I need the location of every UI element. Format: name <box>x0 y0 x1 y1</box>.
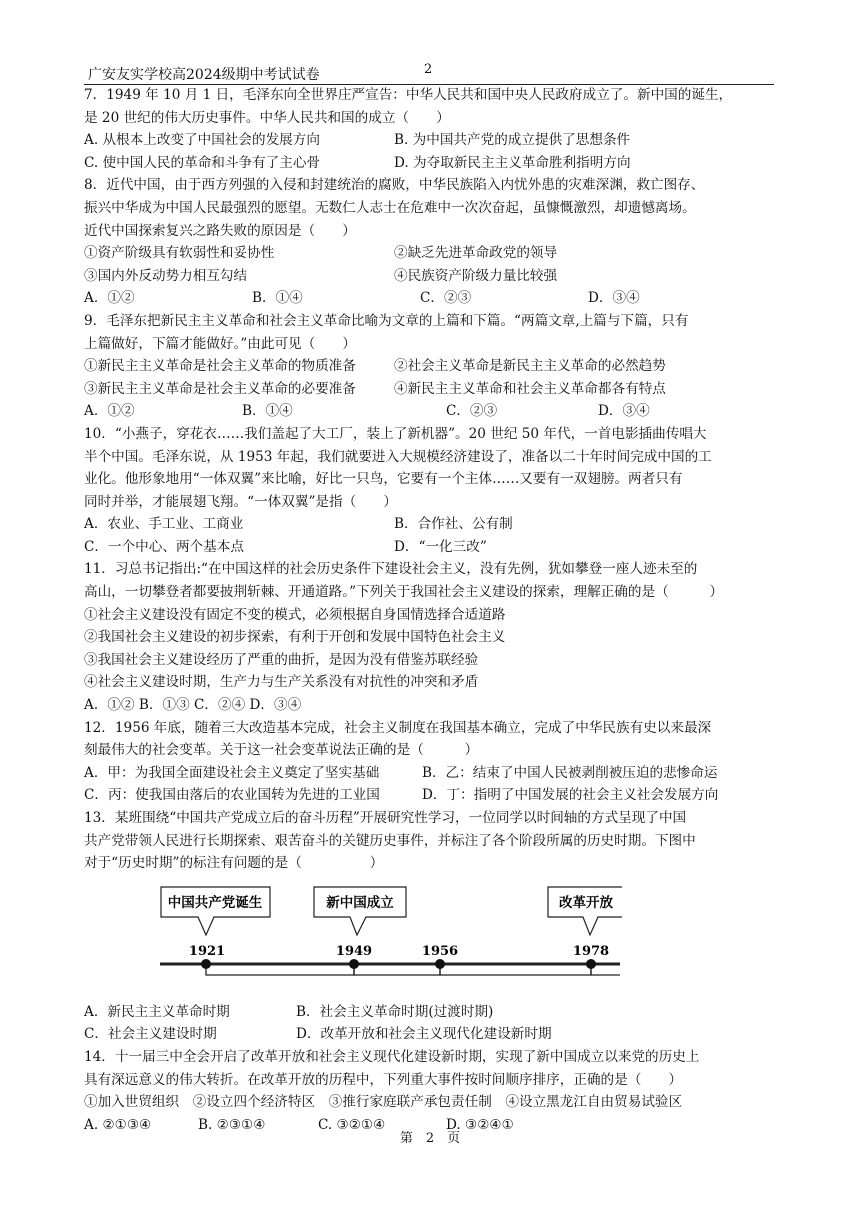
statement-1: ①新民主主义革命是社会主义革命的物质准备 <box>84 358 356 375</box>
option-b: B．乙：结束了中国人民被剥削被压迫的悲惨命运 <box>422 764 718 781</box>
question-stem: 同时并举，才能展翅飞翔。“一体双翼”是指（ ） <box>84 493 397 510</box>
year-label-1956: 1956 <box>421 943 459 959</box>
option-a: A. 从根本上改变了中国社会的发展方向 <box>84 132 320 149</box>
period-bracket-c <box>440 965 591 975</box>
option-d: D. ③②④① <box>446 1116 514 1133</box>
question-stem: 振兴中华成为中国人民最强烈的愿望。无数仁人志士在危难中一次次奋起，虽慷慨激烈，却遗憾离场。 <box>84 199 696 216</box>
statement-3: ③新民主主义革命是社会主义革命的必要准备 <box>84 380 356 397</box>
option-c: C．社会主义建设时期 <box>84 1026 217 1043</box>
option-b: B．合作社、公有制 <box>394 516 513 533</box>
statement-2: ②缺乏先进革命政党的领导 <box>394 245 558 262</box>
question-stem: 共产党带领人民进行长期探索、艰苦奋斗的关键历史事件，并标注了各个阶段所属的历史时期。下图中 <box>84 832 696 849</box>
timeline-dot <box>201 959 211 969</box>
statement-4: ④社会主义建设时期，生产力与生产关系没有对抗性的冲突和矛盾 <box>84 674 479 691</box>
timeline-dot <box>435 959 445 969</box>
option-d: D．③④ <box>598 403 650 420</box>
timeline-dot <box>349 959 359 969</box>
statements-line: ①加入世贸组织 ②设立四个经济特区 ③推行家庭联产承包责任制 ④设立黑龙江自由贸易试验区 <box>84 1094 683 1111</box>
option-a: A．①② <box>84 290 135 307</box>
question-9 <box>84 310 778 423</box>
question-stem: 高山，一切攀登者都要披荆斩棘、开通道路。”下列关于我国社会主义建设的探索，理解正确的是（ ） <box>84 584 724 601</box>
school-exam-title: 广安友实学校高2024级期中考试试卷 <box>88 67 320 83</box>
option-c: C．一个中心、两个基本点 <box>84 538 244 555</box>
event-callout-cpc-founding <box>161 887 270 935</box>
option-b: B．①④ <box>242 403 293 420</box>
question-11 <box>84 558 778 716</box>
option-b: B．①④ <box>252 290 303 307</box>
event-label: 改革开放 <box>559 894 613 911</box>
option-d: D. 为夺取新民主主义革命胜利指明方向 <box>394 154 631 171</box>
statement-3: ③国内外反动势力相互勾结 <box>84 267 248 284</box>
statement-3: ③我国社会主义建设经历了严重的曲折，是因为没有借鉴苏联经验 <box>84 651 479 668</box>
timeline-graphic <box>84 875 778 1001</box>
question-stem: 12．1956 年底，随着三大改造基本完成，社会主义制度在我国基本确立，完成了中华民族有史以来最深 <box>84 719 712 736</box>
option-c: C. ③②①④ <box>318 1116 386 1133</box>
question-stem: 具有深远意义的伟大转折。在改革开放的历程中，下列重大事件按时间顺序排序，正确的是（ ） <box>84 1071 683 1088</box>
statement-4: ④民族资产阶级力量比较强 <box>394 267 558 284</box>
page-header <box>84 62 774 85</box>
option-c: C. 使中国人民的革命和斗争有了主心骨 <box>84 154 321 171</box>
year-label-1949: 1949 <box>335 943 373 959</box>
option-a: A．农业、手工业、工商业 <box>84 516 244 533</box>
period-bracket-a <box>206 965 354 975</box>
option-c: C．丙：使我国由落后的农业国转为先进的工业国 <box>84 787 380 804</box>
event-callout-reform-opening <box>548 887 622 935</box>
statement-2: ②社会主义革命是新民主主义革命的必然趋势 <box>394 358 666 375</box>
statement-4: ④新民主主义革命和社会主义革命都各有特点 <box>394 380 666 397</box>
question-stem: 10．“小燕子，穿花衣……我们盖起了大工厂，装上了新机器”。20 世纪 50 年代，一首电影插曲传唱大 <box>84 425 707 442</box>
option-d: D．“一化三改” <box>394 538 487 555</box>
options-line: A．①② B．①③ C．②④ D．③④ <box>84 697 302 714</box>
question-14 <box>84 1046 778 1136</box>
question-10 <box>84 423 778 559</box>
question-stem: 上篇做好，下篇才能做好。”由此可见（ ） <box>84 335 357 352</box>
option-d: D．改革开放和社会主义现代化建设新时期 <box>296 1026 552 1043</box>
question-stem: 14．十一届三中全会开启了改革开放和社会主义现代化建设新时期，实现了新中国成立以来党的历史上 <box>84 1048 700 1065</box>
statement-1: ①社会主义建设没有固定不变的模式，必须根据自身国情选择合适道路 <box>84 606 506 623</box>
question-stem: 业化。他形象地用“一体双翼”来比喻，好比一只鸟，它要有一个主体……又要有一双翅膀。两者只有 <box>84 471 683 488</box>
period-bracket-d <box>591 965 620 975</box>
questions <box>84 84 778 1136</box>
timeline-dot <box>586 959 596 969</box>
question-stem: 近代中国探索复兴之路失败的原因是（ ） <box>84 222 356 239</box>
page-footer: 第 2 页 <box>399 1131 461 1146</box>
question-stem: 半个中国。毛泽东说，从 1953 年起，我们就要进入大规模经济建设了，准备以二十年时间完成中国的工 <box>84 448 712 465</box>
question-stem: 是 20 世纪的伟大历史事件。中华人民共和国的成立（ ） <box>84 109 450 126</box>
event-label: 中国共产党诞生 <box>167 894 263 911</box>
question-7 <box>84 84 778 174</box>
question-8 <box>84 174 778 310</box>
question-stem: 8．近代中国，由于西方列强的入侵和封建统治的腐败，中华民族陷入内忧外患的灾难深渊，救亡图存、 <box>84 177 705 194</box>
question-13 <box>84 807 778 1046</box>
option-c: C．②③ <box>446 403 498 420</box>
option-a: A．新民主主义革命时期 <box>84 1003 230 1020</box>
option-b: B．社会主义革命时期(过渡时期) <box>296 1003 494 1020</box>
option-c: C．②③ <box>420 290 472 307</box>
question-stem: 11．习总书记指出:“在中国这样的社会历史条件下建设社会主义，没有先例，犹如攀登一座人迹未至的 <box>84 561 698 578</box>
question-stem: 13．某班围绕“中国共产党成立后的奋斗历程”开展研究性学习，一位同学以时间轴的方式呈现了中国 <box>84 810 687 826</box>
option-a: A．甲：为我国全面建设社会主义奠定了坚实基础 <box>84 764 380 781</box>
option-a: A．①② <box>84 403 135 420</box>
statement-1: ①资产阶级具有软弱性和妥协性 <box>84 245 275 262</box>
year-label-1978: 1978 <box>572 943 610 959</box>
history-timeline <box>84 875 778 1001</box>
question-stem: 刻最伟大的社会变革。关于这一社会变革说法正确的是（ ） <box>84 742 479 759</box>
event-callout-prc-founding <box>314 887 406 935</box>
event-label: 新中国成立 <box>326 894 394 911</box>
year-label-1921: 1921 <box>188 943 226 959</box>
question-stem: 9．毛泽东把新民主主义革命和社会主义革命比喻为文章的上篇和下篇。“两篇文章,上篇与下篇，只有 <box>84 312 689 329</box>
statement-2: ②我国社会主义建设的初步探索，有利于开创和发展中国特色社会主义 <box>84 629 506 646</box>
option-b: B. ②③①④ <box>198 1116 266 1133</box>
question-stem: 7．1949 年 10 月 1 日，毛泽东向全世界庄严宣告：中华人民共和国中央人民政府成立了。新中国的诞生， <box>84 87 733 103</box>
option-a: A. ②①③④ <box>84 1116 152 1133</box>
option-d: D．③④ <box>588 290 640 307</box>
option-d: D．丁：指明了中国发展的社会主义社会发展方向 <box>422 787 719 804</box>
question-stem: 对于“历史时期”的标注有问题的是（ ） <box>84 855 384 872</box>
question-12 <box>84 717 778 807</box>
period-bracket-b <box>354 965 440 975</box>
header-page-number: 2 <box>424 62 433 77</box>
option-b: B. 为中国共产党的成立提供了思想条件 <box>394 132 631 149</box>
